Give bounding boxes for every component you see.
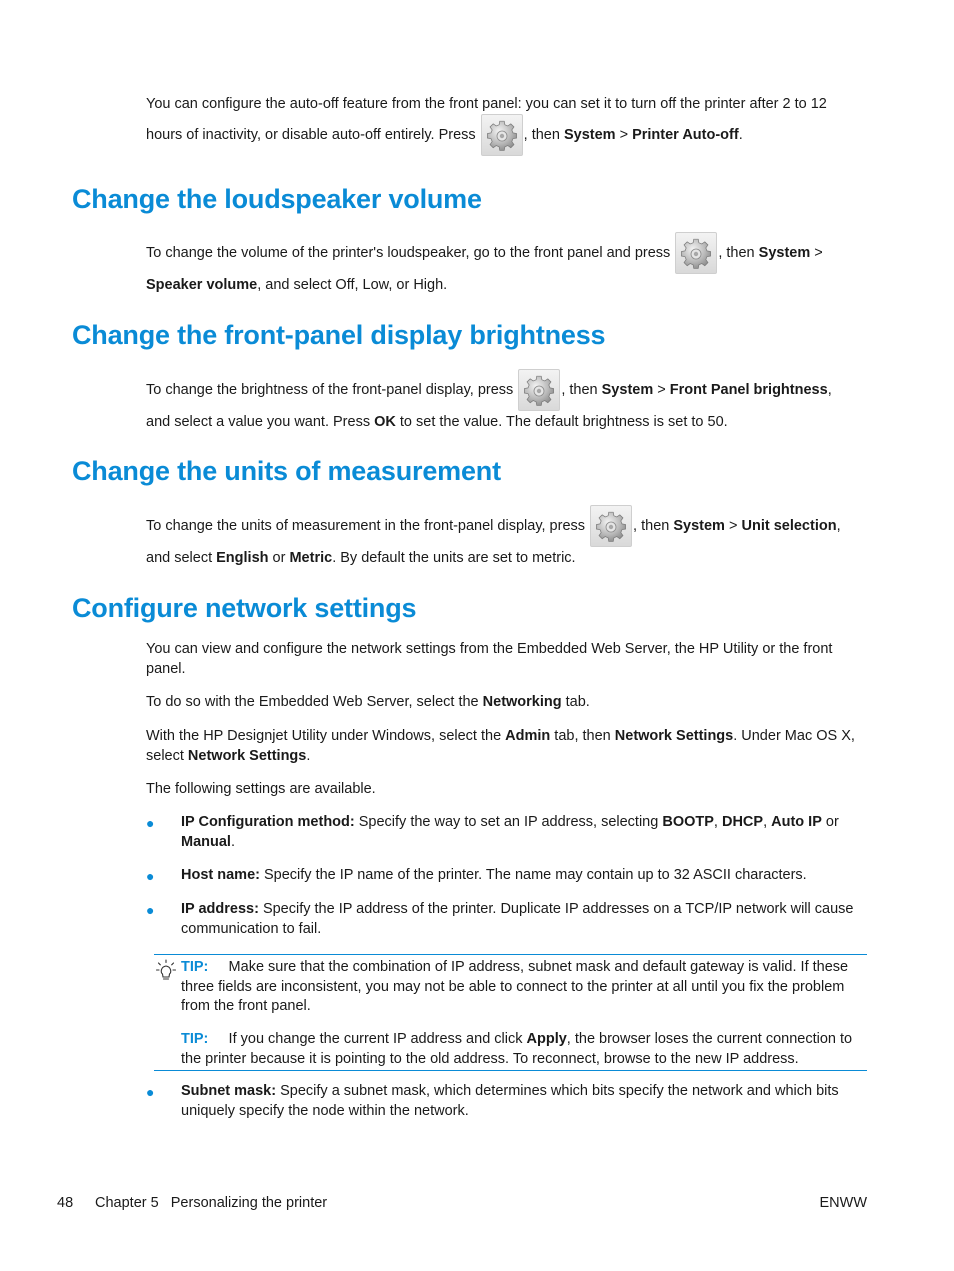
option-auto-ip: Auto IP: [771, 814, 822, 830]
units-line1: [146, 505, 866, 547]
tab-admin: Admin: [505, 728, 551, 744]
brightness-text: To change the brightness of the front-panel display, press: [146, 382, 518, 398]
tip-label: TIP:: [181, 1031, 209, 1047]
menu-system: System: [563, 127, 616, 143]
option-bootp: BOOTP: [662, 814, 714, 830]
heading-loudspeaker: Change the loudspeaker volume: [72, 184, 482, 214]
tip-box: [154, 954, 867, 1071]
loudspeaker-then: , then: [718, 245, 759, 261]
heading-units: Change the units of measurement: [72, 456, 501, 486]
gear-icon: [481, 114, 523, 156]
list-item-ip-config: [181, 813, 866, 852]
option-english: English: [216, 550, 269, 566]
button-apply: Apply: [526, 1031, 567, 1047]
units-line2a: and select: [146, 550, 217, 566]
term-host-name: Host name:: [181, 867, 260, 883]
loudspeaker-gt: >: [810, 245, 823, 261]
units-text: To change the units of measurement in the front-panel display, press: [146, 518, 590, 534]
option-metric: Metric: [289, 550, 333, 566]
key-ok: OK: [374, 414, 396, 430]
network-p1: You can view and configure the network settings from the Embedded Web Server, the HP Utility or the front panel.: [146, 641, 833, 677]
bullet-icon: ●: [146, 902, 155, 918]
brightness-line2: [146, 413, 866, 433]
loudspeaker-text: To change the volume of the printer's loudspeaker, go to the front panel and press: [146, 245, 675, 261]
intro-text: hours of inactivity, or disable auto-off entirely. Press: [146, 127, 480, 143]
units-then: , then: [633, 518, 674, 534]
ip-config-a: Specify the way to set an IP address, selecting: [354, 814, 663, 830]
gear-icon: [590, 505, 632, 547]
bullet-icon: ●: [146, 868, 155, 884]
term-ip-config: IP Configuration method:: [181, 814, 355, 830]
tip-label: TIP:: [181, 959, 209, 975]
ip-config-c: ,: [713, 814, 722, 830]
list-item-host-name: [181, 866, 866, 886]
ip-address-a: Specify the IP address of the printer. Duplicate IP addresses on a TCP/IP network will cause communication to fail.: [181, 901, 854, 937]
menu-front-panel-brightness: Front Panel brightness: [669, 382, 828, 398]
menu-printer-auto-off: Printer Auto-off: [632, 127, 739, 143]
term-subnet-mask: Subnet mask:: [181, 1083, 277, 1099]
bullet-icon: ●: [146, 1084, 155, 1100]
menu-unit-selection: Unit selection: [741, 518, 837, 534]
intro-gt: >: [615, 127, 633, 143]
tip-1-text: Make sure that the combination of IP address, subnet mask and default gateway is valid. If these three fields are inconsistent, you may not be able to connect to the printer at all until you fix the problem from the front panel.: [181, 959, 849, 1014]
term-ip-address: IP address:: [181, 901, 259, 917]
units-gt: >: [724, 518, 742, 534]
list-item-ip-address: [181, 900, 866, 939]
brightness-line2a: and select a value you want. Press: [146, 414, 375, 430]
units-comma: ,: [836, 518, 841, 534]
intro-then: , then: [523, 127, 564, 143]
intro-line1: You can configure the auto-off feature from the front panel: you can set it to turn off the printer after 2 to 12: [146, 96, 827, 112]
option-manual: Manual: [181, 833, 231, 850]
tab-networking: Networking: [482, 694, 562, 710]
units-line2: [146, 549, 866, 569]
network-p2: [146, 693, 866, 713]
page-number: 48: [57, 1195, 74, 1211]
heading-brightness: Change the front-panel display brightness: [72, 320, 606, 350]
network-p3g: .: [306, 747, 311, 764]
brightness-then: , then: [561, 382, 602, 398]
loudspeaker-post: , and select Off, Low, or High.: [257, 277, 448, 293]
network-p3e: . Under Mac OS X, select: [146, 728, 855, 764]
brightness-line1: [146, 369, 866, 411]
network-p3a: With the HP Designjet Utility under Windows, select the: [146, 728, 506, 744]
intro-end: .: [738, 127, 743, 143]
units-or: or: [268, 550, 290, 566]
tip-1: [181, 958, 866, 1017]
list-item-subnet-mask: [181, 1082, 866, 1121]
loudspeaker-line2: [146, 276, 866, 296]
host-name-a: Specify the IP name of the printer. The name may contain up to 32 ASCII characters.: [259, 867, 807, 883]
subnet-mask-a: Specify a subnet mask, which determines which bits specify the network and which bits uniquely specify the node within the network.: [181, 1083, 839, 1119]
loudspeaker-line1: [146, 232, 866, 274]
tip-2-a: If you change the current IP address and click: [228, 1031, 527, 1047]
menu-speaker-volume: Speaker volume: [146, 277, 258, 293]
units-line2b: . By default the units are set to metric.: [332, 550, 576, 566]
menu-system: System: [673, 518, 725, 534]
option-dhcp: DHCP: [721, 814, 764, 830]
network-p3c: tab, then: [550, 728, 615, 744]
ip-config-i: .: [230, 833, 235, 850]
tip-2: [181, 1030, 866, 1069]
chapter-title: Chapter 5 Personalizing the printer: [95, 1195, 328, 1211]
ip-config-e: ,: [763, 814, 772, 830]
bullet-icon: ●: [146, 815, 155, 831]
network-p3: [146, 727, 866, 766]
menu-system: System: [758, 245, 811, 261]
gear-icon: [675, 232, 717, 274]
heading-network: Configure network settings: [72, 593, 417, 623]
tip-2-c: , the browser loses the current connection to the printer because it is pointing to the old address. To reconnect, browse to the new IP address.: [181, 1031, 853, 1067]
footer-enww: ENWW: [819, 1195, 867, 1211]
brightness-comma: ,: [827, 382, 832, 398]
brightness-gt: >: [653, 382, 670, 398]
lightbulb-icon: [156, 959, 176, 981]
gear-icon: [518, 369, 560, 411]
menu-network-settings-mac: Network Settings: [187, 747, 307, 764]
menu-system: System: [601, 382, 654, 398]
brightness-line2b: to set the value. The default brightness is set to 50.: [395, 414, 728, 430]
intro-line2: [146, 114, 866, 156]
network-p2c: tab.: [561, 694, 590, 710]
menu-network-settings: Network Settings: [614, 728, 734, 744]
network-p2a: To do so with the Embedded Web Server, select the: [146, 694, 483, 710]
network-p4: The following settings are available.: [146, 781, 376, 797]
ip-config-g: or: [821, 814, 839, 830]
